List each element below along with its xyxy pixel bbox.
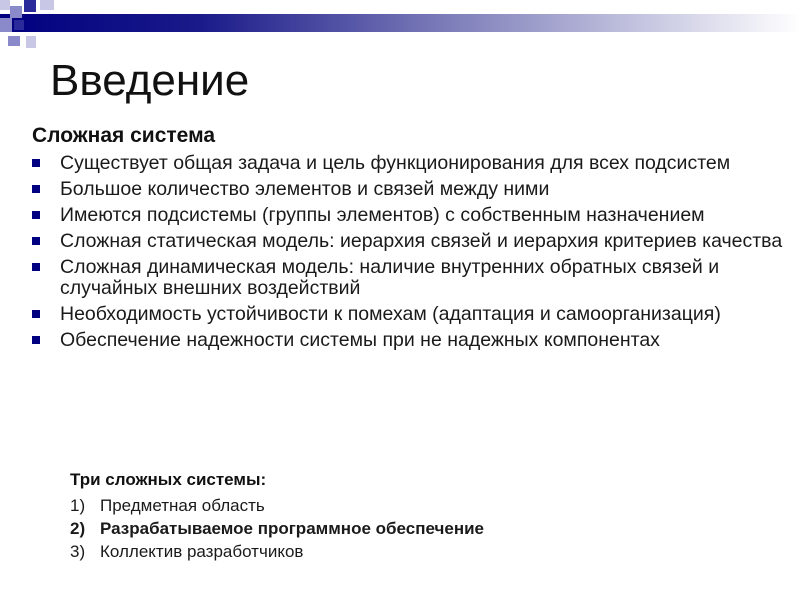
bullet-text: Сложная статическая модель: иерархия связей и иерархия критериев качества [60,230,783,252]
square-bullet-icon [32,336,40,344]
numbered-item [70,494,484,517]
bullet-text: Существует общая задача и цель функционирования для всех подсистем [60,152,731,174]
decor-square [10,6,22,18]
square-bullet-icon [32,237,40,245]
bullet-item [28,179,788,200]
bullet-item [28,257,788,299]
bullet-text: Имеются подсистемы (группы элементов) с собственным назначением [60,204,705,226]
numbered-list-heading: Три сложных системы: [70,470,267,489]
bullet-text: Необходимость устойчивости к помехам (адаптация и самоорганизация) [60,303,721,325]
bullet-item [28,231,788,252]
square-bullet-icon [32,159,40,167]
bullet-item [28,205,788,226]
header-decor-band [0,14,800,32]
bullet-item [28,330,788,351]
numbered-list [70,494,484,563]
square-bullet-icon [32,185,40,193]
square-bullet-icon [32,211,40,219]
bullet-text: Большое количество элементов и связей между ними [60,178,550,200]
square-bullet-icon [32,263,40,271]
numbered-item [70,517,484,540]
bullet-item [28,153,788,174]
decor-square [24,0,36,12]
item-number: 2) [70,519,86,538]
decor-square [40,0,54,10]
decor-square [0,18,12,32]
bullet-text: Сложная динамическая модель: наличие внутренних обратных связей и случайных внешних воздействий [60,256,720,299]
decor-square [0,0,10,10]
decor-square [14,20,24,30]
square-bullet-icon [32,310,40,318]
bullet-item [28,304,788,325]
slide-subheading: Сложная система [32,124,216,147]
item-number: 1) [70,496,86,515]
decor-square [26,36,36,48]
bullet-text: Обеспечение надежности системы при не надежных компонентах [60,329,660,351]
numbered-item [70,540,484,563]
bullet-list [28,153,788,356]
item-text: Разрабатываемое программное обеспечение [100,519,484,538]
slide-title: Введение [50,56,250,105]
item-text: Предметная область [100,496,265,515]
item-number: 3) [70,542,86,561]
item-text: Коллектив разработчиков [100,542,304,561]
decor-square [8,36,20,46]
